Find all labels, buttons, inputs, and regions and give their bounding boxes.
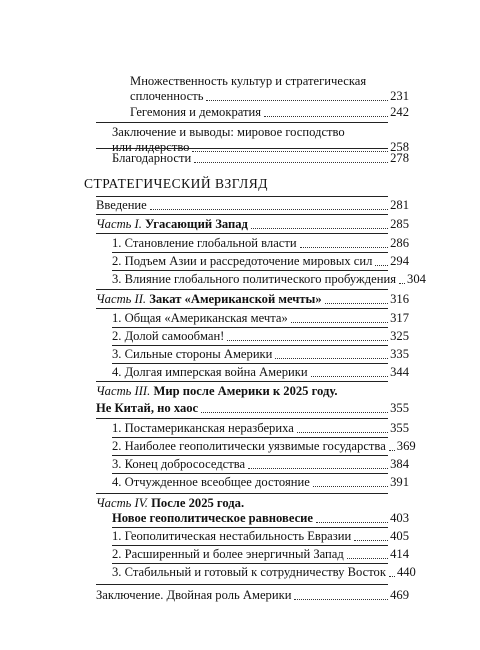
toc-entry-page: 317 (390, 311, 409, 325)
toc-entry-intro[interactable] (96, 198, 409, 213)
toc-chapter[interactable] (112, 547, 409, 562)
part-title: Угасающий Запад (145, 217, 248, 231)
toc-entry-title: Благодарности (112, 151, 192, 165)
toc-part-3-line1[interactable] (96, 384, 338, 399)
toc-chapter[interactable] (112, 254, 409, 269)
toc-entry-page: 242 (390, 105, 409, 119)
toc-entry-title-line1: Множественность культур и стратегическая (130, 74, 367, 88)
toc-entry-page: 335 (390, 347, 409, 361)
toc-chapter[interactable] (112, 457, 409, 472)
toc-part-3[interactable] (96, 401, 409, 416)
dot-leader (325, 303, 388, 304)
part-title-line2: Не Китай, но хаос (96, 401, 199, 415)
dot-leader (399, 283, 405, 284)
section-heading: СТРАТЕГИЧЕСКИЙ ВЗГЛЯД (84, 176, 268, 191)
dot-leader (201, 412, 388, 413)
toc-chapter[interactable] (112, 529, 409, 544)
dot-leader (248, 468, 388, 469)
toc-entry-page: 278 (390, 151, 409, 165)
toc-entry-page: 384 (390, 457, 409, 471)
part-label: Часть IV. (96, 496, 148, 510)
toc-entry-page: 403 (390, 511, 409, 525)
toc-entry-title: 1. Общая «Американская мечта» (112, 311, 288, 325)
dot-leader (316, 522, 388, 523)
part-label: Часть I. (96, 217, 142, 231)
toc-entry-page: 258 (390, 140, 409, 154)
toc-chapter[interactable] (112, 439, 416, 454)
dot-leader (300, 247, 388, 248)
toc-entry-page: 325 (390, 329, 409, 343)
divider (96, 493, 388, 494)
toc-entry-title: 1. Постамериканская неразбериха (112, 421, 294, 435)
toc-entry-page: 316 (390, 292, 409, 306)
divider (112, 473, 388, 474)
dot-leader (251, 228, 388, 229)
dot-leader (297, 432, 388, 433)
toc-entry[interactable] (130, 89, 409, 104)
divider (96, 584, 388, 585)
toc-entry-title: 4. Отчужденное всеобщее достояние (112, 475, 310, 489)
divider (96, 122, 388, 123)
part-title: После 2025 года. (151, 496, 245, 510)
toc-entry-title-line1: Заключение и выводы: мировое господство (112, 125, 345, 139)
toc-entry-title: Гегемония и демократия (130, 105, 262, 119)
dot-leader (264, 116, 388, 117)
divider (112, 545, 388, 546)
toc-entry[interactable] (112, 151, 409, 166)
toc-part-title (96, 217, 248, 232)
dot-leader (389, 576, 395, 577)
toc-entry-title: 2. Подъем Азии и рассредоточение мировых сил (112, 254, 373, 268)
dot-leader (347, 558, 388, 559)
toc-entry-page: 304 (407, 272, 426, 286)
divider (112, 437, 388, 438)
toc-entry-page: 414 (390, 547, 409, 561)
toc-entry-page: 281 (390, 198, 409, 212)
toc-entry-title: или лидерство (112, 140, 190, 154)
toc-entry-title: 1. Геополитическая нестабильность Евразии (112, 529, 352, 543)
divider (112, 527, 388, 528)
divider (96, 289, 388, 290)
toc-entry-page: 440 (396, 565, 416, 579)
toc-entry-page: 355 (390, 421, 409, 435)
dot-leader (294, 599, 388, 600)
toc-entry-title: 4. Долгая имперская война Америки (112, 365, 308, 379)
toc-entry-title: 2. Расширенный и более энергичный Запад (112, 547, 344, 561)
toc-part-title (96, 292, 322, 307)
toc-entry-page: 391 (390, 475, 409, 489)
toc-entry-page: 344 (390, 365, 409, 379)
toc-chapter[interactable] (112, 475, 409, 490)
toc-chapter[interactable] (112, 565, 416, 580)
toc-entry-title: 3. Влияние глобального политического пробуждения (112, 272, 397, 286)
divider (112, 363, 388, 364)
toc-part-4-line1[interactable] (96, 496, 244, 511)
toc-part-4[interactable] (112, 511, 409, 526)
part-label: Часть II. (96, 292, 147, 306)
toc-entry-title: 3. Сильные стороны Америки (112, 347, 273, 361)
toc-entry-page: 285 (390, 217, 409, 231)
toc-entry-title: Заключение. Двойная роль Америки (96, 588, 292, 602)
part-title: Мир после Америки к 2025 году. (153, 384, 338, 398)
dot-leader (311, 376, 389, 377)
divider (112, 563, 388, 564)
part-label: Часть III. (96, 384, 151, 398)
toc-entry-page: 231 (390, 89, 409, 103)
dot-leader (354, 540, 388, 541)
divider (96, 381, 388, 382)
toc-entry[interactable] (130, 105, 409, 120)
toc-chapter[interactable] (112, 347, 409, 362)
divider (112, 455, 388, 456)
toc-entry-page: 286 (390, 236, 409, 250)
toc-entry-title: сплоченность (130, 89, 204, 103)
dot-leader (227, 340, 388, 341)
toc-chapter[interactable] (112, 365, 409, 380)
part-title-line2: Новое геополитическое равновесие (112, 511, 314, 525)
part-title: Закат «Американской мечты» (149, 292, 322, 306)
toc-chapter[interactable] (112, 311, 409, 326)
dot-leader (150, 209, 388, 210)
toc-entry-page: 469 (390, 588, 409, 602)
toc-entry-conclusion[interactable] (96, 588, 409, 603)
divider (96, 233, 388, 234)
toc-entry-page: 294 (390, 254, 409, 268)
divider (96, 418, 388, 419)
toc-part-1[interactable] (96, 217, 409, 232)
divider (112, 345, 388, 346)
dot-leader (275, 358, 388, 359)
dot-leader (389, 450, 395, 451)
dot-leader (194, 162, 388, 163)
toc-entry-title: 3. Стабильный и готовый к сотрудничеству Восток (112, 565, 386, 579)
toc-entry-title: 2. Наиболее геополитически уязвимые государства (112, 439, 386, 453)
toc-entry-page: 369 (396, 439, 416, 453)
toc-chapter[interactable] (112, 236, 409, 251)
dot-leader (375, 265, 388, 266)
dot-leader (291, 322, 388, 323)
divider (112, 252, 388, 253)
toc-entry-title: 2. Долой самообман! (112, 329, 225, 343)
dot-leader (206, 100, 388, 101)
toc-entry-title: Введение (96, 198, 147, 212)
toc-chapter[interactable] (112, 421, 409, 436)
toc-chapter[interactable] (112, 272, 426, 287)
divider (96, 214, 388, 215)
toc-entry-page: 405 (390, 529, 409, 543)
divider (96, 308, 388, 309)
divider (96, 196, 388, 197)
divider (112, 270, 388, 271)
toc-part-2[interactable] (96, 292, 409, 307)
toc-entry-page: 355 (390, 401, 409, 415)
toc-entry-title: 1. Становление глобальной власти (112, 236, 297, 250)
divider (96, 148, 388, 149)
toc-chapter[interactable] (112, 329, 409, 344)
dot-leader (313, 486, 388, 487)
divider (112, 327, 388, 328)
toc-entry-title: 3. Конец добрососедства (112, 457, 246, 471)
